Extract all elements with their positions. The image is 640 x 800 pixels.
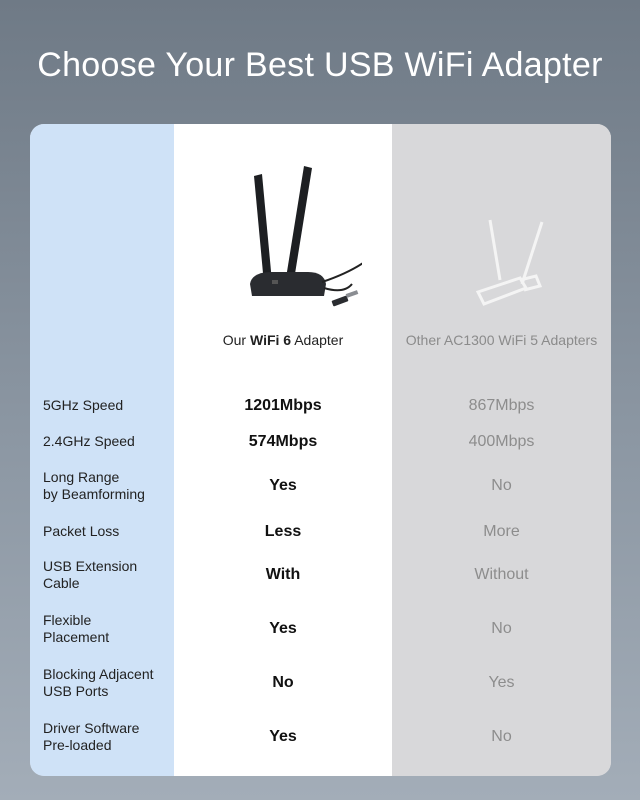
our-value: 574Mbps [248, 433, 318, 450]
comparison-table [30, 124, 611, 776]
feature-label: 5GHz Speed [43, 397, 124, 413]
feature-label: Packet Loss [43, 523, 120, 539]
wifi6-adapter-image [232, 154, 362, 314]
other-value: Without [474, 566, 529, 583]
our-adapter-label: Our WiFi 6 Adapter [222, 332, 344, 348]
other-value: No [491, 728, 512, 745]
feature-label: Driver Software Pre-loaded [43, 720, 140, 753]
feature-label: USB Extension Cable [43, 558, 138, 591]
our-value: Yes [269, 477, 297, 494]
page-title: Choose Your Best USB WiFi Adapter [37, 46, 603, 84]
our-value: No [272, 674, 294, 691]
our-value: Yes [269, 620, 297, 637]
other-value: 400Mbps [468, 433, 535, 450]
our-value: Less [264, 523, 302, 540]
feature-label: Blocking Adjacent USB Ports [43, 666, 154, 699]
other-value: No [491, 620, 512, 637]
our-value: With [265, 566, 301, 583]
other-value: More [483, 523, 520, 540]
feature-label: 2.4GHz Speed [43, 433, 135, 449]
feature-label: Flexible Placement [43, 612, 110, 645]
other-adapter-image [462, 214, 562, 314]
other-adapter-label: Other AC1300 WiFi 5 Adapters [405, 332, 598, 348]
other-value: No [491, 477, 512, 494]
other-value: Yes [488, 674, 515, 691]
our-value: Yes [269, 728, 297, 745]
other-value: 867Mbps [468, 397, 535, 414]
our-value: 1201Mbps [244, 397, 322, 414]
feature-label: Long Range by Beamforming [43, 469, 145, 502]
